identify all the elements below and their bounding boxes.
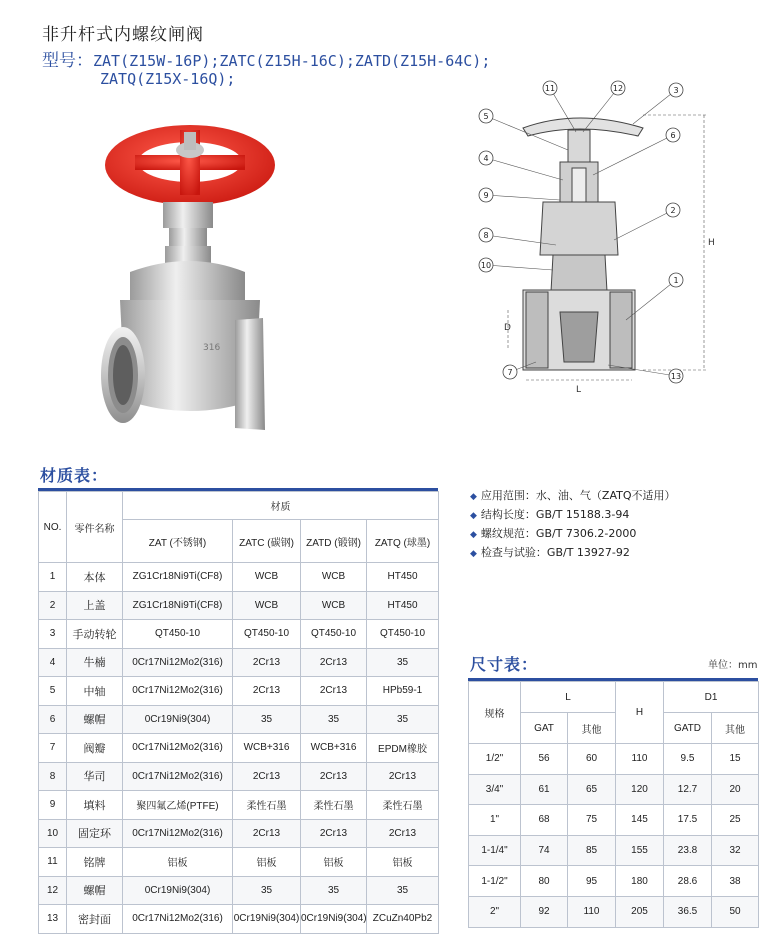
cell-dimension: 74 xyxy=(521,835,568,866)
cell-material: 铝板 xyxy=(301,848,367,877)
table-row xyxy=(469,896,759,927)
cell-dimension: 205 xyxy=(616,896,664,927)
cell-material: 35 xyxy=(367,705,439,734)
callout-number: 13 xyxy=(670,372,682,381)
cell-spec: 1-1/2" xyxy=(469,866,521,897)
table-row xyxy=(39,905,439,934)
cell-spec: 3/4" xyxy=(469,774,521,805)
cell-dimension: 15 xyxy=(712,744,759,775)
cell-part-name: 填料 xyxy=(67,791,123,820)
cell-spec: 1/2" xyxy=(469,744,521,775)
cell-dimension: 145 xyxy=(616,805,664,836)
dim-h-label: H xyxy=(708,238,715,248)
cell-material: 0Cr17Ni12Mo2(316) xyxy=(123,819,233,848)
cell-material: WCB+316 xyxy=(301,734,367,763)
dim-d-label: D xyxy=(504,323,511,333)
callout-number: 7 xyxy=(507,368,513,377)
sub-other-2: 其他 xyxy=(712,713,759,744)
cell-material: 0Cr17Ni12Mo2(316) xyxy=(123,905,233,934)
cell-material: 2Cr13 xyxy=(233,819,301,848)
cell-material: HPb59-1 xyxy=(367,677,439,706)
cell-material: 35 xyxy=(233,876,301,905)
cell-no: 13 xyxy=(39,905,67,934)
cell-material: 2Cr13 xyxy=(367,762,439,791)
cell-material: WCB xyxy=(301,563,367,592)
callout-leader xyxy=(486,265,553,270)
callout-leader xyxy=(486,195,560,200)
cell-material: 2Cr13 xyxy=(301,648,367,677)
info-item xyxy=(470,487,676,506)
cell-material: 2Cr13 xyxy=(233,648,301,677)
cell-part-name: 华司 xyxy=(67,762,123,791)
cell-no: 4 xyxy=(39,648,67,677)
info-text: 检查与试验：GB/T 13927-92 xyxy=(480,546,630,559)
cell-part-name: 手动转轮 xyxy=(67,620,123,649)
head-material: 材质 xyxy=(123,492,439,520)
callout-number: 5 xyxy=(483,112,489,121)
head-col-zatd: ZATD (锻钢) xyxy=(301,520,367,563)
info-item xyxy=(470,506,676,525)
cell-dimension: 110 xyxy=(568,896,616,927)
cell-dimension: 65 xyxy=(568,774,616,805)
cell-material: 2Cr13 xyxy=(301,762,367,791)
bullet-icon: ◆ xyxy=(470,530,477,540)
info-item xyxy=(470,544,676,563)
cell-no: 3 xyxy=(39,620,67,649)
callout-leader xyxy=(614,210,673,240)
cell-material: WCB xyxy=(233,591,301,620)
cell-dimension: 85 xyxy=(568,835,616,866)
cell-material: 柔性石墨 xyxy=(367,791,439,820)
cell-part-name: 固定环 xyxy=(67,819,123,848)
cell-material: WCB xyxy=(233,563,301,592)
info-text: 应用范围：水、油、气（ZATQ不适用） xyxy=(480,489,676,502)
callout-number: 2 xyxy=(670,206,676,215)
table-row xyxy=(39,762,439,791)
cell-dimension: 68 xyxy=(521,805,568,836)
callout-number: 3 xyxy=(673,86,679,95)
info-text: 螺纹规范：GB/T 7306.2-2000 xyxy=(480,527,637,540)
sub-gatd: GATD xyxy=(664,713,712,744)
cell-material: 2Cr13 xyxy=(301,819,367,848)
materials-table xyxy=(38,491,439,934)
sub-gat: GAT xyxy=(521,713,568,744)
cell-dimension: 75 xyxy=(568,805,616,836)
cell-material: 柔性石墨 xyxy=(301,791,367,820)
head-name: 零件名称 xyxy=(67,492,123,563)
cell-spec: 2" xyxy=(469,896,521,927)
table-row xyxy=(39,734,439,763)
table-row xyxy=(39,848,439,877)
callout-leader xyxy=(486,158,563,180)
cell-dimension: 12.7 xyxy=(664,774,712,805)
cell-part-name: 牛楠 xyxy=(67,648,123,677)
bullet-icon: ◆ xyxy=(470,511,477,521)
table-row xyxy=(39,620,439,649)
callout-number: 11 xyxy=(544,84,556,93)
callout-number: 8 xyxy=(483,231,489,240)
cell-material: 35 xyxy=(233,705,301,734)
table-row xyxy=(39,677,439,706)
cell-part-name: 本体 xyxy=(67,563,123,592)
cell-no: 10 xyxy=(39,819,67,848)
cell-dimension: 17.5 xyxy=(664,805,712,836)
cell-material: 35 xyxy=(367,876,439,905)
cell-material: HT450 xyxy=(367,591,439,620)
svg-text:316: 316 xyxy=(203,343,221,353)
cell-no: 9 xyxy=(39,791,67,820)
dimensions-table xyxy=(468,681,759,928)
cell-material: ZG1Cr18Ni9Ti(CF8) xyxy=(123,591,233,620)
cell-material: 0Cr17Ni12Mo2(316) xyxy=(123,762,233,791)
cell-material: 35 xyxy=(367,648,439,677)
info-list xyxy=(470,487,676,563)
cell-material: 0Cr19Ni9(304) xyxy=(233,905,301,934)
cell-spec: 1-1/4" xyxy=(469,835,521,866)
cell-dimension: 25 xyxy=(712,805,759,836)
bullet-icon: ◆ xyxy=(470,492,477,502)
unit-label: 单位：mm xyxy=(708,660,758,671)
cell-material: 铝板 xyxy=(233,848,301,877)
table-row xyxy=(39,876,439,905)
callout-number: 10 xyxy=(480,261,492,270)
gate-valve-photo xyxy=(95,110,375,440)
cell-dimension: 23.8 xyxy=(664,835,712,866)
dimensions-title: 尺寸表： xyxy=(470,655,539,674)
table-row xyxy=(39,819,439,848)
cell-no: 7 xyxy=(39,734,67,763)
head-l: L xyxy=(521,682,616,713)
cell-material: 0Cr17Ni12Mo2(316) xyxy=(123,677,233,706)
callout-leader xyxy=(593,135,673,175)
cell-no: 11 xyxy=(39,848,67,877)
table-row xyxy=(39,648,439,677)
cell-material: EPDM橡胶 xyxy=(367,734,439,763)
cell-part-name: 中轴 xyxy=(67,677,123,706)
cell-material: 0Cr19Ni9(304) xyxy=(301,905,367,934)
materials-title: 材质表： xyxy=(40,466,109,485)
callout-number: 4 xyxy=(483,154,489,163)
cell-dimension: 38 xyxy=(712,866,759,897)
cell-material: 2Cr13 xyxy=(233,677,301,706)
cell-no: 5 xyxy=(39,677,67,706)
cell-part-name: 阀瓣 xyxy=(67,734,123,763)
cell-dimension: 180 xyxy=(616,866,664,897)
table-row xyxy=(469,835,759,866)
head-col-zatq: ZATQ (球墨) xyxy=(367,520,439,563)
page-title: 非升杆式内螺纹闸阀 xyxy=(42,25,204,45)
cell-material: 0Cr17Ni12Mo2(316) xyxy=(123,648,233,677)
table-row xyxy=(469,774,759,805)
table-row xyxy=(39,791,439,820)
head-col-zatc: ZATC (碳钢) xyxy=(233,520,301,563)
cell-material: QT450-10 xyxy=(123,620,233,649)
head-no: NO. xyxy=(39,492,67,563)
cell-spec: 1" xyxy=(469,805,521,836)
cell-material: 2Cr13 xyxy=(301,677,367,706)
model-codes-1: ZAT(Z15W-16P);ZATC(Z15H-16C);ZATD(Z15H-64C); xyxy=(93,52,491,70)
cell-dimension: 9.5 xyxy=(664,744,712,775)
head-spec: 规格 xyxy=(469,682,521,744)
cell-no: 2 xyxy=(39,591,67,620)
cell-dimension: 36.5 xyxy=(664,896,712,927)
bullet-icon: ◆ xyxy=(470,549,477,559)
section-drawing xyxy=(468,80,718,400)
model-line-2: ZATQ(Z15X-16Q); xyxy=(100,70,236,88)
cell-material: 0Cr19Ni9(304) xyxy=(123,705,233,734)
cell-part-name: 铭牌 xyxy=(67,848,123,877)
cell-part-name: 螺帽 xyxy=(67,876,123,905)
cell-dimension: 56 xyxy=(521,744,568,775)
cell-dimension: 155 xyxy=(616,835,664,866)
table-row xyxy=(469,866,759,897)
callout-number: 9 xyxy=(483,191,489,200)
model-label: 型号： xyxy=(42,51,93,71)
callout-number: 6 xyxy=(670,131,676,140)
info-item xyxy=(470,525,676,544)
cell-dimension: 28.6 xyxy=(664,866,712,897)
head-col-zat: ZAT (不锈钢) xyxy=(123,520,233,563)
cell-dimension: 50 xyxy=(712,896,759,927)
head-h: H xyxy=(616,682,664,744)
cell-no: 6 xyxy=(39,705,67,734)
cell-material: 35 xyxy=(301,876,367,905)
callout-number: 12 xyxy=(612,84,624,93)
cell-material: 铝板 xyxy=(123,848,233,877)
cell-dimension: 120 xyxy=(616,774,664,805)
dim-l-label: L xyxy=(576,385,582,395)
model-line-1 xyxy=(42,46,490,71)
cell-dimension: 92 xyxy=(521,896,568,927)
cell-material: 35 xyxy=(301,705,367,734)
cell-material: QT450-10 xyxy=(233,620,301,649)
cell-dimension: 32 xyxy=(712,835,759,866)
cell-material: WCB xyxy=(301,591,367,620)
cell-dimension: 61 xyxy=(521,774,568,805)
info-text: 结构长度：GB/T 15188.3-94 xyxy=(480,508,630,521)
table-row xyxy=(469,744,759,775)
cell-dimension: 95 xyxy=(568,866,616,897)
cell-material: ZG1Cr18Ni9Ti(CF8) xyxy=(123,563,233,592)
cell-material: 铝板 xyxy=(367,848,439,877)
sub-other: 其他 xyxy=(568,713,616,744)
table-row xyxy=(39,563,439,592)
head-d1: D1 xyxy=(664,682,759,713)
cell-dimension: 20 xyxy=(712,774,759,805)
cell-part-name: 螺帽 xyxy=(67,705,123,734)
cell-no: 8 xyxy=(39,762,67,791)
callout-leader xyxy=(633,90,676,124)
callout-number: 1 xyxy=(673,276,679,285)
cell-dimension: 110 xyxy=(616,744,664,775)
cell-part-name: 密封面 xyxy=(67,905,123,934)
cell-no: 12 xyxy=(39,876,67,905)
cell-material: 2Cr13 xyxy=(233,762,301,791)
cell-material: 2Cr13 xyxy=(367,819,439,848)
cell-material: WCB+316 xyxy=(233,734,301,763)
cell-dimension: 60 xyxy=(568,744,616,775)
table-row xyxy=(469,805,759,836)
cell-material: HT450 xyxy=(367,563,439,592)
cell-material: ZCuZn40Pb2 xyxy=(367,905,439,934)
cell-material: 0Cr17Ni12Mo2(316) xyxy=(123,734,233,763)
cell-part-name: 上盖 xyxy=(67,591,123,620)
cell-material: 0Cr19Ni9(304) xyxy=(123,876,233,905)
cell-material: 聚四氟乙烯(PTFE) xyxy=(123,791,233,820)
cell-material: 柔性石墨 xyxy=(233,791,301,820)
cell-dimension: 80 xyxy=(521,866,568,897)
cell-material: QT450-10 xyxy=(367,620,439,649)
table-row xyxy=(39,705,439,734)
cell-no: 1 xyxy=(39,563,67,592)
table-row xyxy=(39,591,439,620)
cell-material: QT450-10 xyxy=(301,620,367,649)
